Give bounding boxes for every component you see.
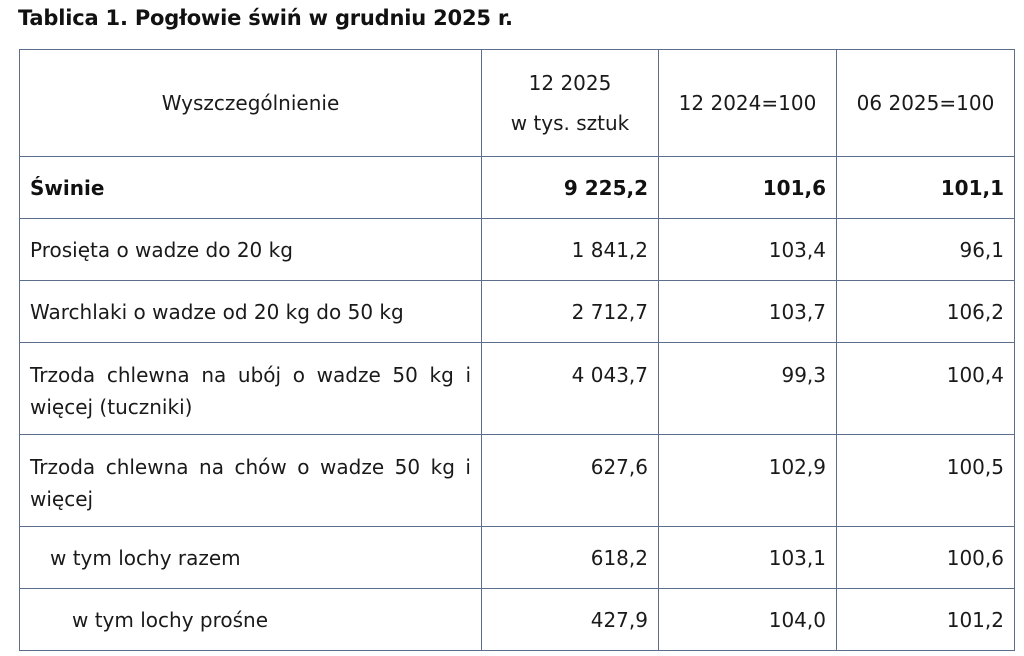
pig-population-table <box>19 49 1015 651</box>
row-label: w tym lochy prośne <box>20 589 482 651</box>
table-row <box>20 157 1015 219</box>
row-index-yoy: 104,0 <box>659 589 837 651</box>
row-label: Prosięta o wadze do 20 kg <box>20 219 482 281</box>
table-row <box>20 435 1015 527</box>
row-index-hoh: 100,4 <box>837 343 1015 435</box>
row-label: Trzoda chlewna na ubój o wadze 50 kg i więcej (tuczniki) <box>20 343 482 435</box>
row-value: 618,2 <box>482 527 659 589</box>
table-header-row <box>20 50 1015 157</box>
table-row <box>20 527 1015 589</box>
table-row <box>20 343 1015 435</box>
row-label: Warchlaki o wadze od 20 kg do 50 kg <box>20 281 482 343</box>
row-index-yoy: 103,1 <box>659 527 837 589</box>
row-index-hoh: 101,2 <box>837 589 1015 651</box>
header-value-unit: w tys. sztuk <box>510 111 630 135</box>
row-label: Trzoda chlewna na chów o wadze 50 kg i więcej <box>20 435 482 527</box>
header-index-jun-2025: 06 2025=100 <box>837 50 1015 157</box>
header-specification: Wyszczególnienie <box>20 50 482 157</box>
row-index-hoh: 100,5 <box>837 435 1015 527</box>
row-index-hoh: 96,1 <box>837 219 1015 281</box>
row-value: 627,6 <box>482 435 659 527</box>
row-index-yoy: 101,6 <box>659 157 837 219</box>
row-label: w tym lochy razem <box>20 527 482 589</box>
row-label: Świnie <box>20 157 482 219</box>
row-index-hoh: 100,6 <box>837 527 1015 589</box>
table-row <box>20 281 1015 343</box>
header-value-dec-2025 <box>482 50 659 157</box>
table-row <box>20 589 1015 651</box>
row-value: 1 841,2 <box>482 219 659 281</box>
row-index-yoy: 103,7 <box>659 281 837 343</box>
row-index-yoy: 103,4 <box>659 219 837 281</box>
row-index-yoy: 102,9 <box>659 435 837 527</box>
row-index-yoy: 99,3 <box>659 343 837 435</box>
row-value: 2 712,7 <box>482 281 659 343</box>
row-value: 4 043,7 <box>482 343 659 435</box>
header-value-period: 12 2025 <box>528 71 612 95</box>
table-row <box>20 219 1015 281</box>
row-value: 427,9 <box>482 589 659 651</box>
row-index-hoh: 101,1 <box>837 157 1015 219</box>
header-index-dec-2024: 12 2024=100 <box>659 50 837 157</box>
row-index-hoh: 106,2 <box>837 281 1015 343</box>
row-value: 9 225,2 <box>482 157 659 219</box>
table-title: Tablica 1. Pogłowie świń w grudniu 2025 r. <box>18 6 513 30</box>
